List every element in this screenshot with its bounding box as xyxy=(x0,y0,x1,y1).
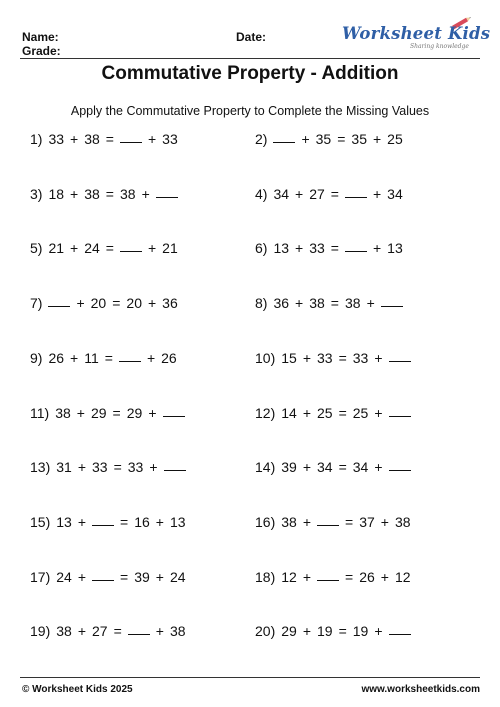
plus-sign: + xyxy=(372,240,382,257)
operand: 21 xyxy=(162,240,178,257)
operand: 38 xyxy=(56,623,72,640)
equals-sign: = xyxy=(330,295,339,312)
equals-sign: = xyxy=(345,568,354,585)
equals-sign: = xyxy=(105,185,114,202)
name-label: Name: xyxy=(22,30,59,44)
plus-sign: + xyxy=(374,623,383,640)
answer-blank[interactable] xyxy=(389,415,411,417)
answer-blank[interactable] xyxy=(317,579,339,581)
operand: 12 xyxy=(394,568,411,585)
answer-blank[interactable] xyxy=(273,141,295,143)
plus-sign: + xyxy=(149,459,158,476)
plus-sign: + xyxy=(374,404,383,421)
problem-number: 7) xyxy=(30,295,43,312)
plus-sign: + xyxy=(374,349,383,366)
answer-blank[interactable] xyxy=(163,415,185,417)
problem-number: 5) xyxy=(30,240,43,257)
worksheet-kids-logo xyxy=(342,14,491,56)
operand: 34 xyxy=(273,185,290,202)
operand: 26 xyxy=(161,349,177,366)
plus-sign: + xyxy=(301,131,310,147)
problem-number: 13) xyxy=(30,459,51,476)
problem-item xyxy=(255,131,409,147)
plus-sign: + xyxy=(155,568,164,585)
problem-number: 4) xyxy=(255,185,268,202)
answer-blank[interactable] xyxy=(120,250,142,252)
plus-sign: + xyxy=(302,568,311,585)
answer-blank[interactable] xyxy=(120,141,142,143)
operand: 24 xyxy=(84,240,100,257)
problem-number: 14) xyxy=(255,459,276,476)
plus-sign: + xyxy=(295,295,304,312)
plus-sign: + xyxy=(366,295,375,312)
operand: 33 xyxy=(48,131,65,147)
operand: 36 xyxy=(273,295,290,312)
answer-blank[interactable] xyxy=(92,579,114,581)
plus-sign: + xyxy=(302,513,311,530)
operand: 38 xyxy=(84,185,100,202)
problem-number: 8) xyxy=(255,295,268,312)
plus-sign: + xyxy=(70,349,79,366)
problem-number: 11) xyxy=(30,404,50,421)
operand: 26 xyxy=(48,349,65,366)
problem-item xyxy=(30,350,183,366)
plus-sign: + xyxy=(77,568,86,585)
problem-item xyxy=(255,514,417,530)
operand: 38 xyxy=(344,295,361,312)
equals-sign: = xyxy=(338,459,347,476)
header-divider xyxy=(20,58,480,59)
operand: 35 xyxy=(351,131,367,147)
operand: 37 xyxy=(359,513,375,530)
footer-copyright: © Worksheet Kids 2025 xyxy=(22,684,133,695)
operand: 39 xyxy=(134,568,150,585)
operand: 36 xyxy=(162,295,178,312)
equals-sign: = xyxy=(330,240,339,257)
problem-item xyxy=(255,295,409,311)
operand: 12 xyxy=(281,568,297,585)
problem-item xyxy=(30,186,184,202)
plus-sign: + xyxy=(302,349,311,366)
operand: 38 xyxy=(84,131,100,147)
operand: 24 xyxy=(56,568,72,585)
equals-sign: = xyxy=(338,404,347,421)
problem-item xyxy=(255,569,417,585)
student-info xyxy=(22,30,61,58)
problem-number: 10) xyxy=(255,349,276,366)
problem-item xyxy=(30,131,184,147)
answer-blank[interactable] xyxy=(48,305,70,307)
operand: 33 xyxy=(162,131,178,147)
operand: 21 xyxy=(48,240,65,257)
plus-sign: + xyxy=(147,240,157,257)
equals-sign: = xyxy=(345,513,354,530)
equals-sign: = xyxy=(120,513,129,530)
operand: 18 xyxy=(48,185,65,202)
plus-sign: + xyxy=(372,131,382,147)
answer-blank[interactable] xyxy=(389,633,411,635)
problem-number: 16) xyxy=(255,513,276,530)
problem-item xyxy=(255,459,417,475)
answer-blank[interactable] xyxy=(164,469,186,471)
problem-number: 6) xyxy=(255,240,268,257)
operand: 24 xyxy=(169,568,186,585)
plus-sign: + xyxy=(380,513,389,530)
operand: 33 xyxy=(317,349,333,366)
problem-number: 20) xyxy=(255,623,276,640)
equals-sign: = xyxy=(120,568,129,585)
plus-sign: + xyxy=(77,459,86,476)
problem-number: 12) xyxy=(255,404,276,421)
answer-blank[interactable] xyxy=(119,360,141,362)
operand: 26 xyxy=(359,568,375,585)
answer-blank[interactable] xyxy=(92,524,114,526)
problem-item xyxy=(255,405,417,421)
operand: 35 xyxy=(315,131,332,147)
operand: 29 xyxy=(126,404,143,421)
operand: 25 xyxy=(387,131,403,147)
operand: 29 xyxy=(90,404,107,421)
problem-number: 17) xyxy=(30,568,51,585)
problem-item xyxy=(255,240,409,256)
equals-sign: = xyxy=(104,349,113,366)
answer-blank[interactable] xyxy=(389,360,411,362)
operand: 33 xyxy=(309,240,325,257)
answer-blank[interactable] xyxy=(381,305,403,307)
operand: 38 xyxy=(169,623,186,640)
operand: 19 xyxy=(317,623,333,640)
footer-website: www.worksheetkids.com xyxy=(361,684,480,695)
problem-item xyxy=(255,623,417,639)
operand: 13 xyxy=(56,513,72,530)
problem-number: 2) xyxy=(255,131,268,147)
operand: 38 xyxy=(119,185,136,202)
operand: 11 xyxy=(84,349,99,366)
operand: 33 xyxy=(352,349,369,366)
grade-label: Grade: xyxy=(22,44,61,58)
plus-sign: + xyxy=(302,623,311,640)
equals-sign: = xyxy=(113,623,122,640)
answer-blank[interactable] xyxy=(156,196,178,198)
problem-number: 1) xyxy=(30,131,43,147)
plus-sign: + xyxy=(295,240,304,257)
problem-item xyxy=(255,350,417,366)
operand: 38 xyxy=(394,513,411,530)
problem-number: 9) xyxy=(30,349,43,366)
plus-sign: + xyxy=(372,185,382,202)
operand: 13 xyxy=(387,240,403,257)
plus-sign: + xyxy=(295,185,304,202)
problem-item xyxy=(30,240,184,256)
problem-number: 15) xyxy=(30,513,51,530)
plus-sign: + xyxy=(302,459,311,476)
operand: 29 xyxy=(281,623,297,640)
operand: 20 xyxy=(126,295,142,312)
logo-brand: Worksheet Kids xyxy=(342,24,491,43)
operand: 13 xyxy=(169,513,186,530)
answer-blank[interactable] xyxy=(128,633,150,635)
operand: 25 xyxy=(352,404,369,421)
equals-sign: = xyxy=(112,404,121,421)
instructions: Apply the Commutative Property to Complete the Missing Values xyxy=(70,104,430,118)
operand: 20 xyxy=(90,295,107,312)
operand: 27 xyxy=(92,623,108,640)
plus-sign: + xyxy=(76,295,85,312)
plus-sign: + xyxy=(302,404,311,421)
operand: 33 xyxy=(92,459,108,476)
operand: 13 xyxy=(273,240,290,257)
operand: 38 xyxy=(281,513,297,530)
answer-blank[interactable] xyxy=(317,524,339,526)
footer-divider xyxy=(20,677,480,678)
operand: 16 xyxy=(134,513,150,530)
operand: 34 xyxy=(352,459,369,476)
plus-sign: + xyxy=(77,623,86,640)
equals-sign: = xyxy=(338,623,347,640)
answer-blank[interactable] xyxy=(389,469,411,471)
plus-sign: + xyxy=(147,131,157,147)
equals-sign: = xyxy=(105,131,114,147)
plus-sign: + xyxy=(148,404,157,421)
equals-sign: = xyxy=(113,459,122,476)
operand: 19 xyxy=(352,623,369,640)
problem-number: 18) xyxy=(255,568,276,585)
operand: 34 xyxy=(317,459,333,476)
problem-item xyxy=(30,459,192,475)
equals-sign: = xyxy=(337,131,346,147)
operand: 27 xyxy=(309,185,325,202)
plus-sign: + xyxy=(146,349,156,366)
problem-number: 19) xyxy=(30,623,51,640)
operand: 15 xyxy=(281,349,297,366)
problem-item xyxy=(30,623,192,639)
equals-sign: = xyxy=(112,295,121,312)
operand: 38 xyxy=(309,295,325,312)
answer-blank[interactable] xyxy=(345,250,367,252)
operand: 33 xyxy=(127,459,144,476)
operand: 38 xyxy=(55,404,71,421)
logo-tagline: Sharing knowledge xyxy=(410,43,469,50)
plus-sign: + xyxy=(374,459,383,476)
plus-sign: + xyxy=(70,185,79,202)
page-title: Commutative Property - Addition xyxy=(101,63,399,84)
operand: 25 xyxy=(317,404,333,421)
date-label: Date: xyxy=(236,30,267,44)
plus-sign: + xyxy=(76,404,85,421)
plus-sign: + xyxy=(155,513,164,530)
plus-sign: + xyxy=(141,185,150,202)
operand: 39 xyxy=(281,459,297,476)
operand: 31 xyxy=(56,459,72,476)
problem-item xyxy=(30,569,192,585)
answer-blank[interactable] xyxy=(345,196,367,198)
problem-item xyxy=(255,186,409,202)
problem-item xyxy=(30,405,191,421)
plus-sign: + xyxy=(155,623,164,640)
problem-item xyxy=(30,295,184,311)
plus-sign: + xyxy=(70,240,79,257)
plus-sign: + xyxy=(77,513,86,530)
plus-sign: + xyxy=(70,131,79,147)
plus-sign: + xyxy=(147,295,157,312)
equals-sign: = xyxy=(330,185,339,202)
operand: 34 xyxy=(387,185,403,202)
equals-sign: = xyxy=(105,240,114,257)
equals-sign: = xyxy=(338,349,347,366)
plus-sign: + xyxy=(380,568,389,585)
problem-number: 3) xyxy=(30,185,43,202)
operand: 14 xyxy=(281,404,297,421)
problem-item xyxy=(30,514,192,530)
